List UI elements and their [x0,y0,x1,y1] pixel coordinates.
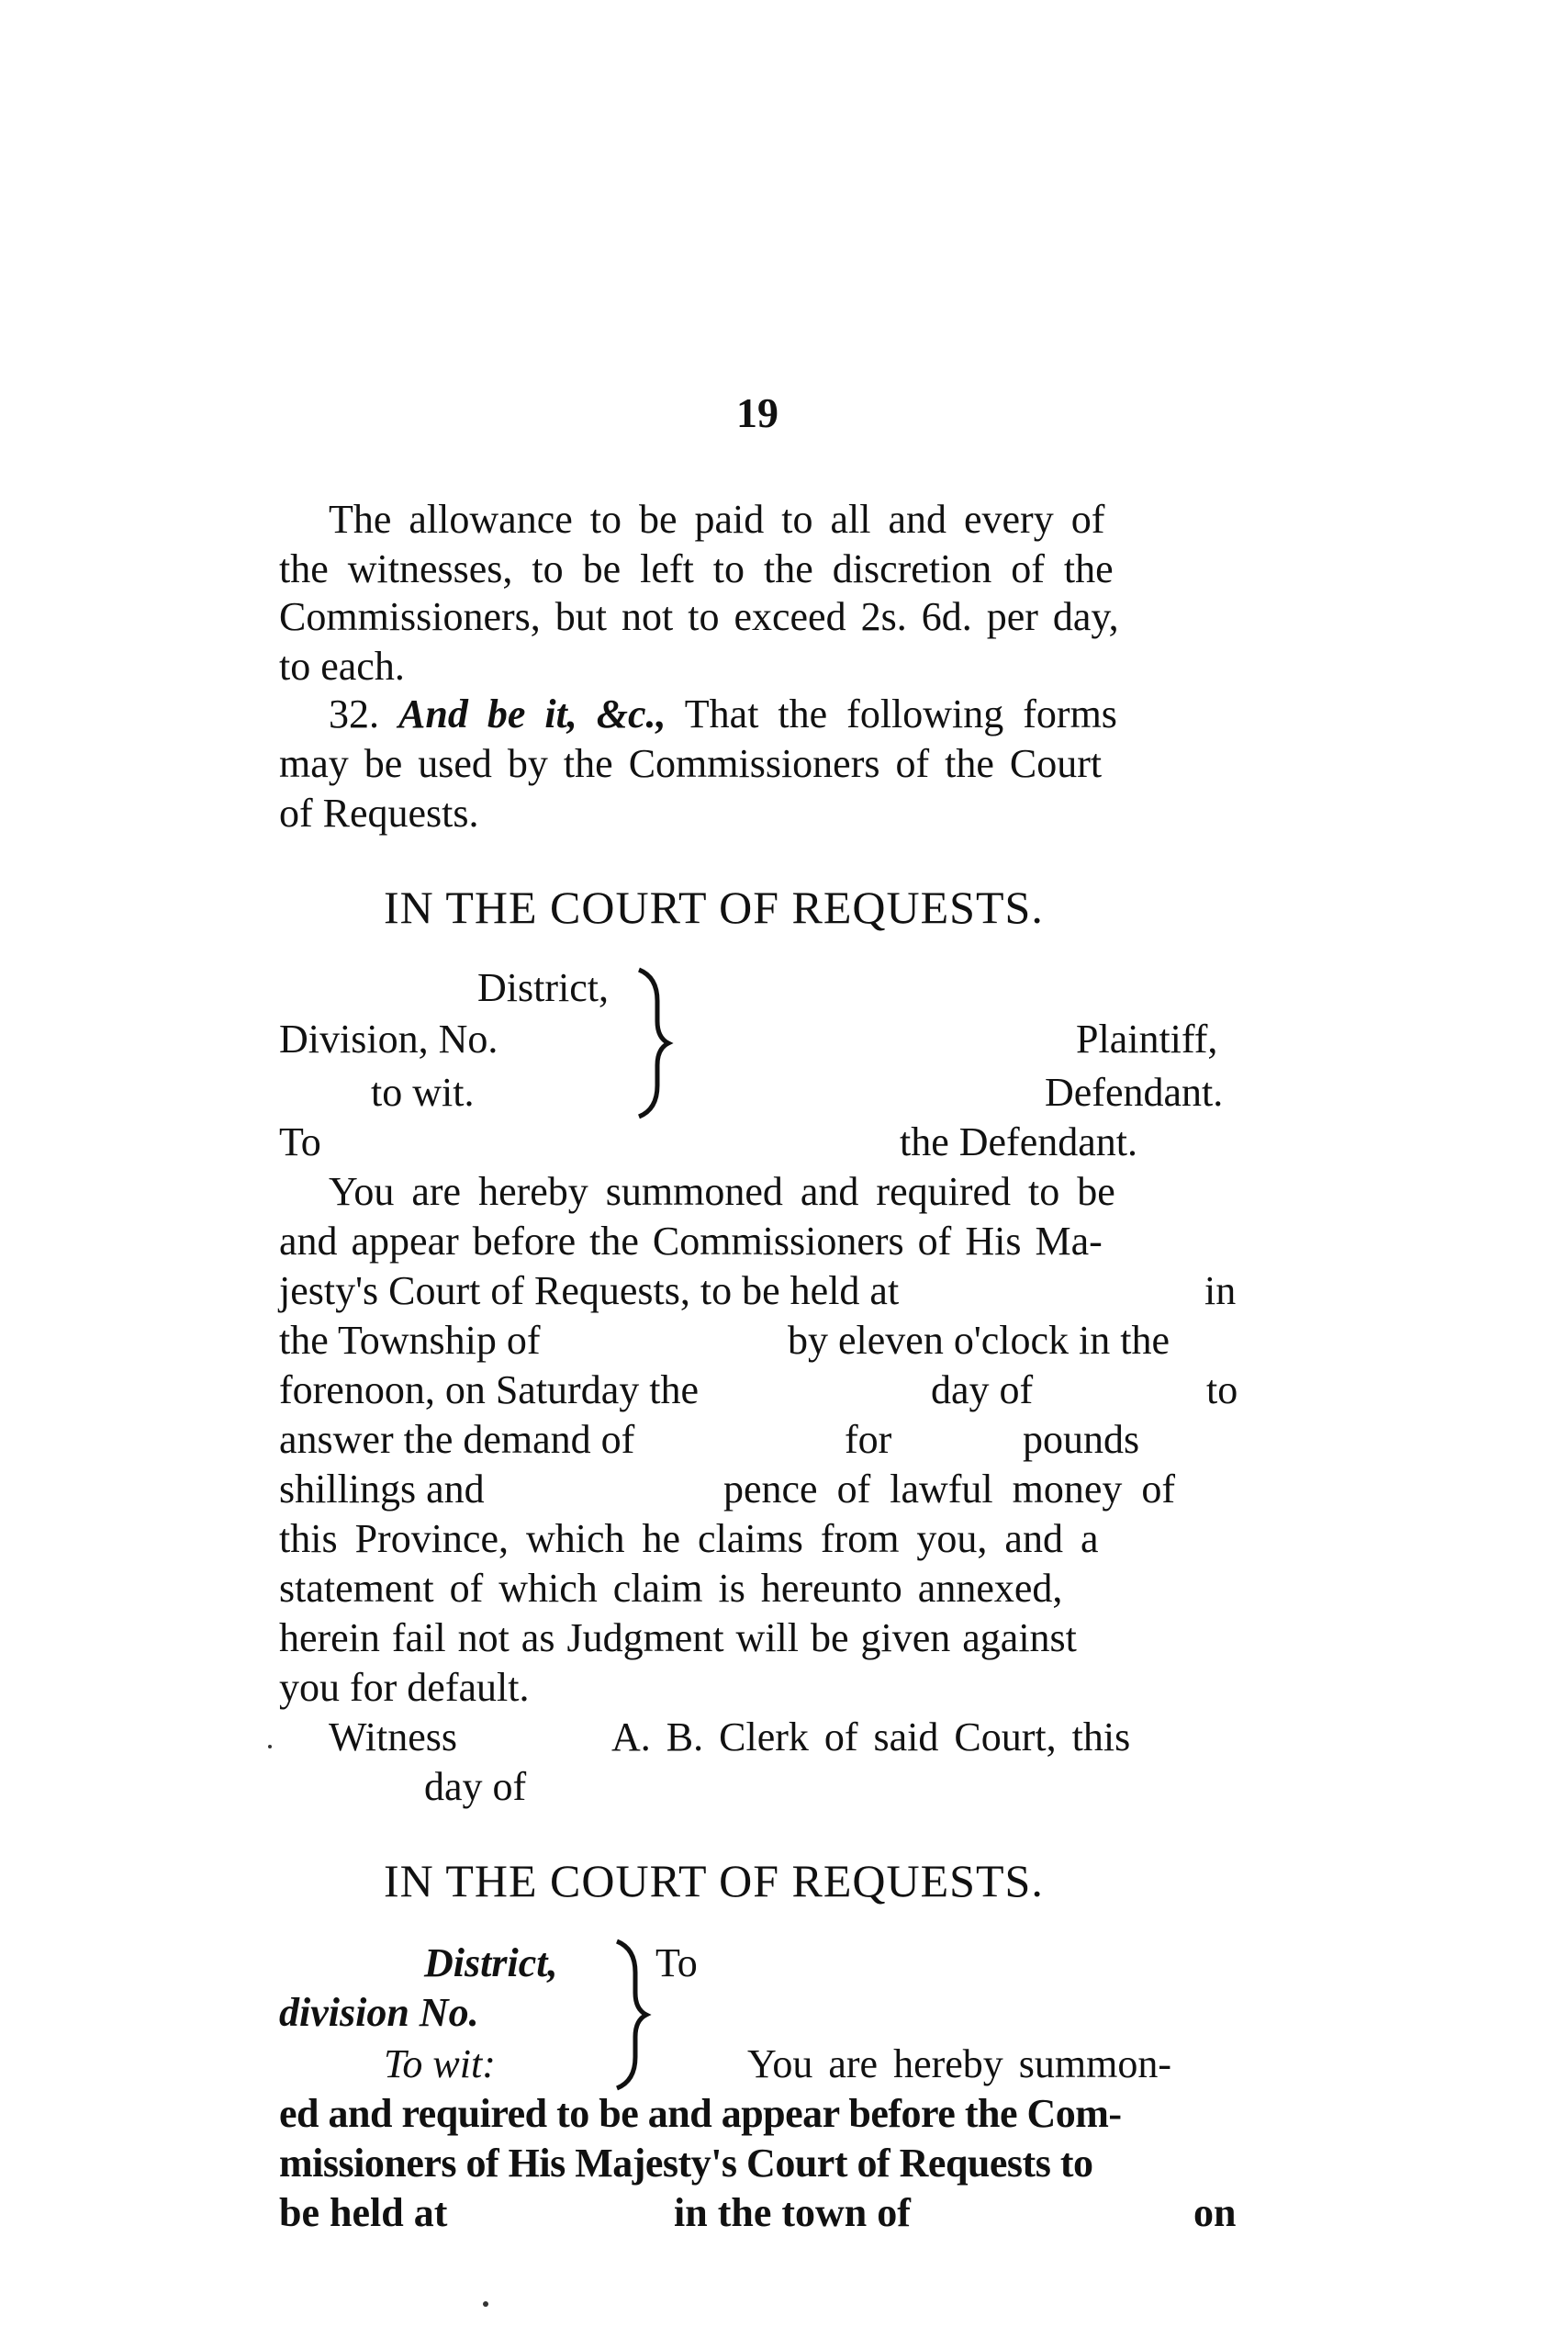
form2-body-line-2: missioners of His Majesty's Court of Requests to [279,2141,1093,2186]
form2-heading: IN THE COURT OF REQUESTS. [384,1855,1044,1906]
form1-body-line-6c: pounds [1023,1417,1140,1462]
form1-body-line-6a: answer the demand of [279,1417,635,1462]
para1-line-4: to each. [279,644,405,689]
form1-day-of: day of [424,1764,527,1809]
form1-body-line-7a: shillings and [279,1467,485,1512]
form1-body-line-6b: for [845,1417,892,1462]
form1-body-line-5b: day of [931,1367,1034,1412]
form1-to-wit: to wit. [371,1070,475,1115]
print-speck [483,2301,488,2307]
form1-body-line-8: this Province, which he claims from you, and a [279,1516,1099,1561]
form1-body-line-5a: forenoon, on Saturday the [279,1367,699,1412]
form2-to-wit: To wit: [384,2041,496,2086]
section-32-line-1 [329,691,1117,738]
form1-body-line-3a: jesty's Court of Requests, to be held at [279,1268,900,1313]
form2-division: division No. [279,1990,479,2035]
form1-heading: IN THE COURT OF REQUESTS. [384,882,1044,933]
form2-body-line-3b: in the town of [674,2190,911,2235]
form2-body-line-3c: on [1193,2190,1237,2235]
form1-body-line-2: and appear before the Commissioners of His Ma- [279,1219,1103,1264]
form1-district: District, [477,965,609,1010]
form1-body-line-1: You are hereby summoned and required to be [329,1169,1115,1214]
form1-clerk: A. B. Clerk of said Court, this [611,1714,1131,1759]
form1-defendant: Defendant. [1045,1070,1224,1115]
para1-line-3: Commissioners, but not to exceed 2s. 6d. per day, [279,594,1119,639]
form1-body-line-11: you for default. [279,1665,530,1710]
form1-brace [630,964,676,1120]
form1-body-line-9: statement of which claim is hereunto annexed, [279,1566,1063,1611]
form1-the-defendant: the Defendant. [900,1119,1137,1164]
section-32-line-3: of Requests. [279,791,479,836]
section-enacting-phrase: And be it, &c., [398,691,666,736]
form1-body-line-5c: to [1206,1367,1238,1412]
form1-body-line-10: herein fail not as Judgment will be given against [279,1615,1077,1660]
form2-brace [608,1936,654,2092]
form1-to: To [279,1119,321,1164]
print-speck [268,1745,272,1748]
form2-body-line-3a: be held at [279,2190,448,2235]
section-rest: That the following forms [684,691,1117,736]
form2-summon-line: You are hereby summon- [747,2041,1172,2086]
para1-line-2: the witnesses, to be left to the discretion of the [279,546,1114,591]
form1-division: Division, No. [279,1017,498,1062]
para1-line-1 [329,496,1243,544]
form1-body-line-4b: by eleven o'clock in the [788,1318,1170,1363]
form1-plaintiff: Plaintiff, [1076,1017,1218,1062]
form2-district: District, [424,1940,558,1985]
section-number: 32. [329,691,379,736]
form1-body-line-3b: in [1204,1268,1237,1313]
form1-body-line-4a: the Township of [279,1318,541,1363]
form2-to: To [655,1940,698,1985]
form1-body-line-7b: pence of lawful money of [723,1467,1176,1512]
page-number: 19 [736,389,778,436]
form1-witness: Witness [329,1714,457,1759]
form2-body-line-1: ed and required to be and appear before the Com- [279,2091,1122,2136]
para1-line-1-text: The allowance to be paid to all and every of [329,497,1105,542]
section-32-line-2: may be used by the Commissioners of the Court [279,741,1103,786]
